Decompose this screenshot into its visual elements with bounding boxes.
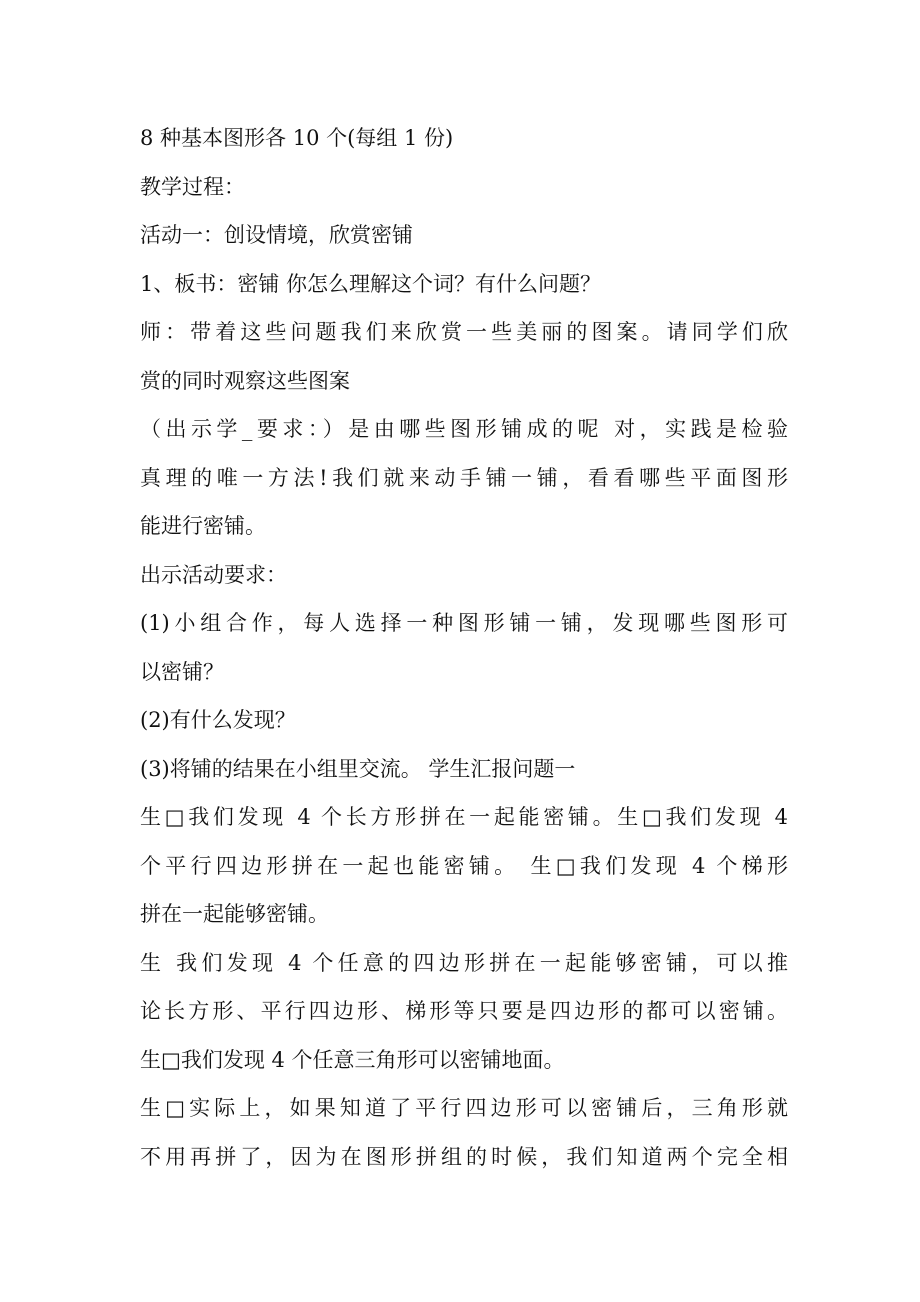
text-line: (2)有什么发现？	[140, 708, 296, 732]
text-line: 个平行四边形拼在一起也能密铺。 生□我们发现 4 个梯形	[140, 853, 788, 878]
text-line: 生□我们发现 4 个长方形拼在一起能密铺。生□我们发现 4	[140, 805, 788, 829]
text-line: (1)小组合作，每人选择一种图形铺一铺，发现哪些图形可	[140, 611, 788, 635]
text-line: (3)将铺的结果在小组里交流。 学生汇报问题一	[140, 756, 576, 781]
text-line: 以密铺？	[140, 659, 224, 684]
text-line-materials: 8 种基本图形各 10 个(每组 1 份)	[140, 126, 454, 150]
text-line-activity-one: 活动一：创设情境，欣赏密铺	[140, 223, 413, 247]
text-line: 生 我们发现 4 个任意的四边形拼在一起能够密铺，可以推	[140, 950, 788, 975]
text-line: 真理的唯一方法!我们就来动手铺一铺，看看哪些平面图形	[140, 465, 788, 490]
text-line: 拼在一起能够密铺。	[140, 902, 329, 926]
text-line: 能进行密铺。	[140, 514, 266, 538]
text-line: 不用再拼了，因为在图形拼组的时候，我们知道两个完全相	[140, 1144, 788, 1169]
text-line: 生□实际上，如果知道了平行四边形可以密铺后，三角形就	[140, 1096, 788, 1120]
text-line-heading-process: 教学过程：	[140, 174, 245, 199]
text-line: 赏的同时观察这些图案	[140, 368, 350, 393]
text-line: 论长方形、平行四边形、梯形等只要是四边形的都可以密铺。	[140, 999, 788, 1023]
text-line: 师：带着这些问题我们来欣赏一些美丽的图案。请同学们欣	[140, 320, 788, 344]
text-line: 生□我们发现 4 个任意三角形可以密铺地面。	[140, 1047, 565, 1072]
text-line-board-writing: 1、板书：密铺 你怎么理解这个词？有什么问题？	[140, 271, 602, 296]
text-line: （出示学_要求：）是由哪些图形铺成的呢 对，实践是检验	[140, 417, 788, 441]
document-body	[140, 114, 788, 1181]
text-line-activity-requirements: 出示活动要求：	[140, 562, 287, 587]
